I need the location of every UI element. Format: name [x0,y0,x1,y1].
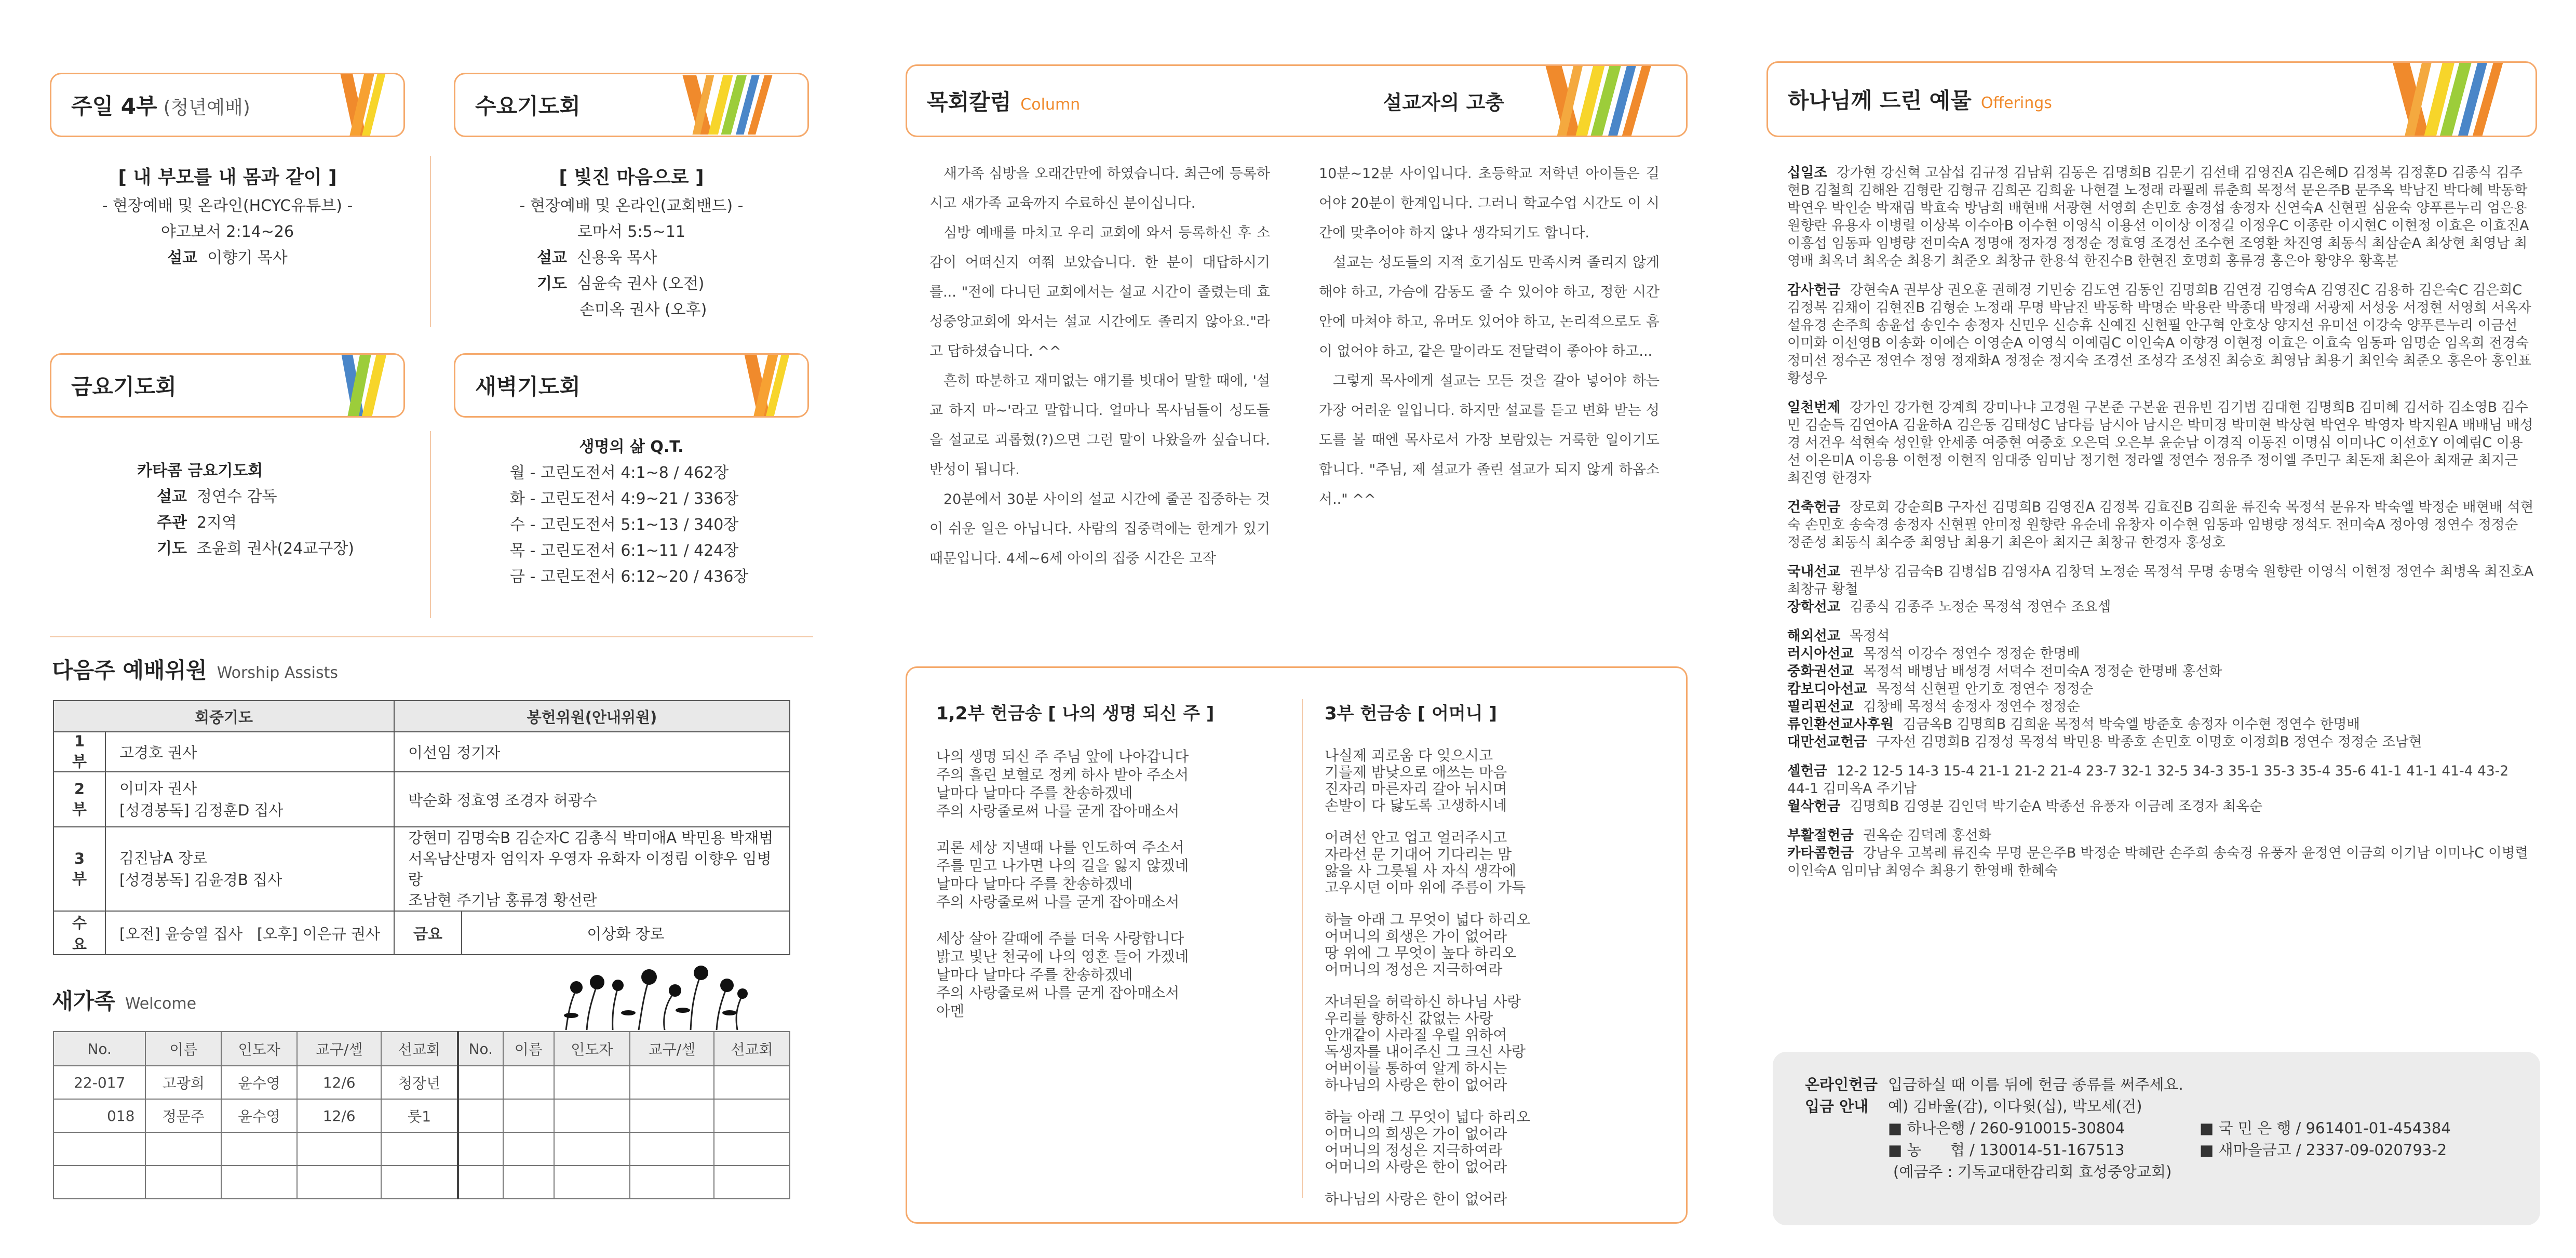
offering-type: 필리핀선교 [1787,699,1854,715]
offering-names: 강가인 강가현 강계희 강미나냐 고경원 구본준 구본윤 권유빈 김기범 김대현 김명희B 김미혜 김서하 김소영B 김수민 김순득 김연아A 김윤하A 김은동 김태성C 남다름 남시아 남시은 박미경 박미현 박상현 박연우 박영자 박지원A 배배님 배성경 서건우 석현숙 성인할 안세종 여중현 여중호 오은덕 오은부 윤순남 이경직 이동진 이명심 이미나C 이선호Y 이예림C 이용선 이은미A 이응용 이현정 이현직 임대중 임미남 정기현 정라엘 정연수 정유주 정이엘 주민구 최돈재 최은아 최재균 최지근 최진영 한경자 [1787,399,2533,486]
assists-head-offering: 봉헌위원(안내위원) [394,701,790,732]
stripes-decoration-icon [1520,66,1676,136]
wednesday-scripture: 로마서 5:5~11 [577,223,686,241]
column-title: 목회칼럼 [927,89,1011,115]
column-en: Column [1020,96,1081,114]
table-row [53,1099,790,1132]
offering-type: 중화권선교 [1787,663,1854,679]
friday-group: 카타콤 금요기도회 [137,462,263,480]
wednesday-theme: [ 빛진 마음으로 ] [559,167,704,188]
hymn1-title: 1,2부 헌금송 [ 나의 생명 되신 주 ] [936,703,1215,724]
wednesday-preacher: 신용욱 목사 [577,249,657,267]
offering-names: 장로회 강순희B 구자선 김명희B 김영진A 김정복 김효진B 김희윤 류진숙 목정석 문유자 박숙엘 박정순 배현배 석현숙 손민호 송숙경 송정자 신현필 안미정 원향란 유순네 유창자 이수현 임동파 임병량 정석도 전미숙A 정아영 정연수 정정순 정준성 최동식 최수중 최영남 최용기 최은아 최지근 최창규 한경자 홍성호 [1787,499,2534,551]
sermon-label: 설교 [157,488,187,506]
offering-type: 러시아선교 [1787,646,1854,662]
offerings-list [1787,164,2535,891]
online-label: 온라인헌금 [1805,1076,1878,1093]
newcomer-cell: 고광희 [145,1066,221,1099]
dawn-title: 새벽기도회 [475,374,581,399]
stripes-decoration-icon [733,355,797,416]
newcomers-head: 선교회 [714,1032,790,1066]
newcomers-head: 교구/셀 [297,1032,381,1066]
column-left [929,159,1270,573]
bank-account: ■ 농 협 / 130014-51-167513 [1888,1141,2125,1159]
assists-row-offering: 이선임 정기자 [394,732,790,772]
offering-type: 건축헌금 [1787,499,1841,515]
divider [430,156,431,327]
stripes-decoration-icon [678,74,776,136]
table-row [53,1066,790,1099]
sunday4-format: - 현장예배 및 온라인(HCYC유튜브) - [102,197,353,215]
assists-title: 다음주 예배위원 [52,658,207,683]
newcomers-title: 새가족 [52,988,115,1014]
table-row [53,911,790,955]
newcomers-head: 선교회 [381,1032,458,1066]
offering-entry [1787,645,2535,663]
sunday4-subtitle: (청년예배) [163,97,250,118]
assists-row-offering: 강현미 김명숙B 김순자C 김총식 박미애A 박민용 박재범 서옥남산명자 엄익자 우영자 유화자 이정림 이향우 임병랑 조남현 주기남 홍류경 황선란 [394,827,790,911]
wednesday-title: 수요기도회 [475,93,581,119]
hymn-verse: 하늘 아래 그 무엇이 넓다 하리오 어머니의 희생은 가이 없어라 땅 위에 그 무엇이 높다 하리오 어머니의 정성은 지극하여라 [1325,911,1531,978]
offering-names: 김금옥B 김명희B 김희윤 목정석 박숙엘 방준호 송정자 이수현 정연수 한명배 [1903,716,2360,732]
assists-heading [52,653,338,685]
assists-wed-text: [오전] 윤승열 집사 [오후] 이은규 권사 [105,911,394,955]
column-paragraph: 새가족 심방을 오래간만에 하였습니다. 최근에 등록하시고 새가족 교육까지 수료하신 분이십니다. [929,166,1270,211]
hymn2-title: 3부 헌금송 [ 어머니 ] [1325,703,1497,724]
assists-fri-label: 금요 [394,911,462,955]
offering-type: 일천번제 [1787,399,1841,416]
offering-type: 장학선교 [1787,599,1841,615]
bank-account: ■ 국 민 은 행 / 961401-01-454384 [2200,1119,2451,1137]
newcomers-head: 인도자 [554,1032,630,1066]
newcomer-cell: 윤수영 [221,1066,297,1099]
column-paragraph: 흔히 따분하고 재미없는 얘기를 빗대어 말할 때에, '설교 하지 마~'라고 말합니다. 얼마나 목사님들이 성도들을 설교로 괴롭혔(?)으면 그런 말이 나왔을까 싶습니다. 반성이 됩니다. [929,373,1270,478]
newcomers-head: 이름 [503,1032,554,1066]
wednesday-header [454,73,809,137]
column-header [906,64,1688,137]
stripes-decoration-icon [2369,63,2525,136]
offerings-en: Offerings [1980,94,2052,112]
column-paragraph: 그렇게 목사에게 설교는 모든 것을 갈아 넣어야 하는 가장 어려운 일입니다. 하지만 설교를 듣고 변화 받는 성도를 볼 때엔 목사로서 가장 보람있는 거룩한 일이기도 합니다. "주님, 제 설교가 졸린 설교가 되지 않게 하옵소서.." ^^ [1319,373,1660,507]
offering-names: 김종식 김종주 노정순 목정석 정연수 조요셉 [1850,599,2111,615]
sermon-label: 설교 [167,249,198,267]
hymn-verse: 나의 생명 되신 주 주님 앞에 나아갑니다 주의 흘린 보혈로 정케 하사 받아 주소서 날마다 날마다 주를 찬송하겠네 주의 사랑줄로써 나를 굳게 잡아매소서 [936,748,1189,820]
dawn-day: 목 - 고린도전서 6:1~11 / 424장 [510,542,739,560]
assists-row-prayer: 고경호 권사 [105,732,394,772]
wednesday-block [454,162,809,323]
offering-entry [1787,282,2535,387]
hymns-box [906,666,1688,1224]
assists-row-label: 1부 [53,732,105,772]
friday-block [50,458,405,562]
offering-entry [1787,499,2535,552]
dawn-day: 월 - 고린도전서 4:1~8 / 462장 [510,464,729,482]
deposit-label: 입금 안내 [1805,1098,1869,1115]
stripes-decoration-icon [329,355,393,416]
friday-host: 2지역 [197,514,237,532]
hymn-verse: 자녀된을 허락하신 하나님 사랑 우리를 향하신 값없는 사랑 안개같이 사라질 우릴 위하여 독생자를 내어주신 그 크신 사랑 어버이를 통하여 알게 하시는 하나님의 사랑은 한이 없어라 [1325,993,1526,1093]
table-row [53,827,790,911]
table-row [53,1132,790,1166]
newcomers-en: Welcome [125,995,197,1013]
offering-type: 월삭헌금 [1787,798,1841,814]
offering-type: 카타콤헌금 [1787,845,1854,861]
newcomer-cell: 정문주 [145,1099,221,1132]
offering-names: 목정석 [1850,628,1890,644]
sunday4-title: 주일 4부 [71,93,157,119]
offering-type: 류인환선교사후원 [1787,716,1894,732]
newcomer-cell: 룻1 [381,1099,458,1132]
prayer-label: 기도 [537,275,567,293]
offering-names: 구자선 김명희B 김정성 목정석 박민용 박종호 손민호 이명호 이정희B 정연수 정정순 조남현 [1876,734,2422,750]
offering-names: 권옥순 김덕례 홍선화 [1863,827,1992,844]
offering-type: 대만선교헌금 [1787,734,1867,750]
assists-wed-label: 수요 [53,911,105,955]
assists-row-prayer: 김진남A 장로 [성경봉독] 김윤경B 집사 [105,827,394,911]
column-subject: 설교자의 고충 [1383,91,1504,114]
column-paragraph: 20분에서 30분 사이의 설교 시간에 줄곧 집중하는 것이 쉬운 일은 아닙니다. 사람의 집중력에는 한계가 있기 때문입니다. 4세~6세 아이의 집중 시간은 고작 [929,491,1270,567]
prayer-label: 기도 [157,540,187,558]
offering-entry [1787,598,2535,616]
sunday4-preacher: 이향기 목사 [207,249,288,267]
column-right [1319,159,1660,514]
offering-entry [1787,845,2535,880]
host-label: 주관 [157,514,187,532]
offerings-header [1766,61,2537,137]
assists-row-label: 2부 [53,772,105,827]
column-paragraph: 심방 예배를 마치고 우리 교회에 와서 등록하신 후 소감이 어떠신지 여쭤 보았습니다. 한 분이 대답하시기를... "전에 다니던 교회에서는 설교 시간이 졸렸는데 효성중앙교회에 와서는 설교 시간에도 졸리지 않아요."라고 답하셨습니다. ^^ [929,225,1270,359]
assists-fri-text: 이상화 장로 [462,911,790,955]
dawn-day: 화 - 고린도전서 4:9~21 / 336장 [510,490,739,508]
offering-names: 목정석 배병남 배성경 서덕수 전미숙A 정정순 한명배 홍선화 [1863,663,2222,679]
dawn-day: 수 - 고린도전서 5:1~13 / 340장 [510,516,739,534]
newcomers-table [53,1031,790,1199]
divider [50,636,813,637]
offering-entry [1787,164,2535,270]
offering-names: 권부상 김금숙B 김병섭B 김영자A 김창덕 노정순 목정석 무명 송명숙 원향란 이영식 이현정 정연수 최병옥 최진호A 최창규 황철 [1787,564,2534,597]
flowers-illustration-icon [556,963,753,1031]
wednesday-prayer1: 심윤숙 권사 (오전) [577,275,705,293]
friday-header [50,353,405,418]
offering-entry [1787,827,2535,845]
assists-head-prayer: 회중기도 [53,701,394,732]
newcomers-head: No. [458,1032,503,1066]
table-row [53,732,790,772]
offering-type: 해외선교 [1787,628,1841,644]
sunday4-block [50,162,405,271]
hymn-verse: 괴론 세상 지낼때 나를 인도하여 주소서 주를 믿고 나가면 나의 길을 잃지 않겠네 날마다 날마다 주를 찬송하겠네 주의 사랑줄로써 나를 굳게 잡아매소서 [936,839,1189,911]
offering-type: 캄보디아선교 [1787,681,1867,697]
sunday4-header [50,73,405,137]
dawn-subtitle: 생명의 삶 Q.T. [579,438,684,456]
table-row [53,1166,790,1199]
bank-account: ■ 하나은행 / 260-910015-30804 [1888,1119,2125,1137]
newcomers-head: 교구/셀 [630,1032,714,1066]
offering-entry [1787,680,2535,698]
hymn-verse: 나실제 괴로움 다 잊으시고 기를제 밤낮으로 애쓰는 마음 진자리 마른자리 갈아 뉘시며 손발이 다 닳도록 고생하시네 [1325,747,1507,814]
newcomer-cell: 청장년 [381,1066,458,1099]
friday-prayer: 조윤희 권사(24교구장) [197,540,355,558]
offering-entry [1787,798,2535,815]
offering-entry [1787,698,2535,716]
offering-type: 부활절헌금 [1787,827,1854,844]
column-paragraph: 10분~12분 사이입니다. 초등학교 저학년 아이들은 길어야 20분이 한계입니다. 그러니 학교수업 시간도 이 시간에 맞추어야 하지 않나 생각되기도 합니다. [1319,166,1660,241]
dawn-block [454,434,809,590]
newcomers-heading [52,984,196,1015]
friday-title: 금요기도회 [71,374,177,399]
offering-entry [1787,627,2535,645]
hymn-verse: 세상 살아 갈때에 주를 더욱 사랑합니다 밝고 빛난 천국에 나의 영혼 들어 가겠네 날마다 날마다 주를 찬송하겠네 주의 사랑줄로써 나를 굳게 잡아매소서 아멘 [936,930,1189,1020]
assists-en: Worship Assists [217,664,339,682]
assists-row-offering: 박순화 정효영 조경자 허광수 [394,772,790,827]
offering-type: 십일조 [1787,165,1827,181]
offerings-title: 하나님께 드린 예물 [1788,88,1972,113]
sermon-label: 설교 [537,249,567,267]
assists-row-label: 3부 [53,827,105,911]
offering-entry [1787,563,2535,598]
offering-names: 김명희B 김영분 김인덕 박기순A 박종선 유풍자 이금례 조경자 최옥순 [1850,798,2263,814]
offering-names: 강가현 강신혁 고삼섭 김규정 김남휘 김동은 김명희B 김문기 김선태 김영진A 김은혜D 김정복 김정훈D 김종식 김주현B 김철희 김해완 김형란 김형규 김희곤 김희윤 나현결 노정래 라필례 류춘희 목정석 문은주B 문주옥 박남진 박다혜 박동학 박연우 박인순 박재림 박효숙 방남희 배현배 서광현 서영희 손민호 송경섭 송정자 신연숙A 신현필 심윤숙 양푸른누리 엄은용 원향란 유용자 이병렬 이상복 이수아B 이수현 이영식 이용선 이이상 이정길 이정우C 이종란 이지현C 이현정 이효은 이효진A 이흥섭 임동파 임병량 전미숙A 정명애 정자경 정정순 정효영 조경선 조수현 조영환 차진영 최동식 최삼순A 최상현 최영남 최영배 최옥녀 최옥순 최용기 최준오 최창규 한용석 한진수B 한현진 호명희 홍류경 홍은아 황양우 황혹분 [1787,165,2529,269]
sunday4-theme: [ 내 부모를 내 몸과 같이 ] [118,167,337,188]
offering-names: 목정석 신현필 안기호 정연수 정정순 [1876,681,2094,697]
offering-type: 셀헌금 [1787,763,1827,779]
sunday4-scripture: 야고보서 2:14~26 [160,223,294,241]
offering-names: 강남우 고복례 류진숙 무명 문은주B 박정순 박혜란 손주희 송숙경 유풍자 윤정연 이금희 이기남 이미나C 이병렬 이인숙A 임미남 최영수 최용기 한영배 한혜숙 [1787,845,2528,879]
friday-preacher: 정연수 감독 [197,488,277,506]
newcomer-cell: 12/6 [297,1099,381,1132]
newcomers-head: 인도자 [221,1032,297,1066]
newcomers-head: 이름 [145,1032,221,1066]
offering-entry [1787,733,2535,751]
offering-entry [1787,399,2535,487]
offering-type: 감사헌금 [1787,282,1841,298]
newcomer-cell: 12/6 [297,1066,381,1099]
wednesday-format: - 현장예배 및 온라인(교회밴드) - [519,197,744,215]
offering-names: 목정석 이강수 정연수 정정순 한명배 [1863,646,2080,662]
divider [1302,699,1303,1198]
hymn-verse: 하나님의 사랑은 한이 없어라 [1325,1190,1507,1208]
newcomer-cell: 윤수영 [221,1099,297,1132]
table-row [53,772,790,827]
offering-names: 김창배 목정석 송정자 정연수 정정순 [1863,699,2080,715]
assists-row-prayer: 이미자 권사 [성경봉독] 김정훈D 집사 [105,772,394,827]
newcomer-cell: 22-017 [53,1066,145,1099]
column-paragraph: 설교는 성도들의 지적 호기심도 만족시켜 졸리지 않게 해야 하고, 가슴에 감동도 줄 수 있어야 하고, 정한 시간 안에 마쳐야 하고, 유머도 있어야 하고, 논리적으로도 흠이 없어야 하고, 같은 말이라도 전달력이 좋아야 하고... [1319,255,1660,359]
stripes-decoration-icon [329,74,393,136]
divider [430,431,431,618]
assists-table [53,700,790,955]
online-text: 입금하실 때 이름 뒤에 헌금 종류를 써주세요. [1888,1076,2183,1093]
newcomer-cell: 018 [53,1099,145,1132]
offering-entry [1787,663,2535,680]
offering-type: 국내선교 [1787,564,1841,580]
offering-names: 강현숙A 권부상 권오훈 권해경 기민숭 김도연 김동인 김명희B 김연경 김영숙A 김영진C 김용하 김은숙C 김은희C 김정복 김채이 김현진B 김형순 노정래 무명 박남진 박동학 박명순 박용란 박종대 박정래 서광제 서성웅 서정현 서영희 서옥자 설유경 손주희 송윤섭 송인수 송정자 신민우 신승휴 신예진 신현필 안구혁 안호상 양지선 유미선 이강숙 양푸른누리 이금선 이미화 이선영B 이송화 이에슨 이영순A 이영식 이예림C 이인숙A 이향경 이현정 이효은 이효숙 임동파 임명순 임옥희 전경숙 정미선 정수곤 정연수 정영 정재화A 정정순 정지숙 조경선 조성각 조성진 최승호 최영남 최용기 최인숙 최준오 홍은아 홍인표 황성우 [1787,282,2531,386]
account-holder: (예금주 : 기독교대한감리회 효성중앙교회) [1893,1163,2172,1181]
offering-entry [1787,762,2535,798]
hymn-verse: 어려선 안고 업고 얼러주시고 자라선 문 기대어 기다리는 맘 앓을 사 그릇될 사 자식 생각에 고우시던 이마 위에 주름이 가득 [1325,829,1526,896]
offering-entry [1787,716,2535,733]
newcomers-head: No. [53,1032,145,1066]
wednesday-prayer2: 손미옥 권사 (오후) [579,301,707,319]
offering-names: 12-2 12-5 14-3 15-4 21-1 21-2 21-4 23-7 32-1 32-5 34-3 35-1 35-3 35-4 35-6 41-1 41-1 41-4 43-2 44-1 김미옥A 주기남 [1787,763,2509,797]
dawn-day: 금 - 고린도전서 6:12~20 / 436장 [510,568,749,586]
online-giving-box [1773,1052,2540,1225]
dawn-header [454,353,809,418]
bank-account: ■ 새마을금고 / 2337-09-020793-2 [2200,1141,2447,1159]
deposit-example: 예) 김바울(감), 이다윗(십), 박모세(건) [1888,1098,2142,1115]
hymn-verse: 하늘 아래 그 무엇이 넓다 하리오 어머니의 희생은 가이 없어라 어머니의 정성은 지극하여라 어머니의 사랑은 한이 없어라 [1325,1108,1531,1175]
